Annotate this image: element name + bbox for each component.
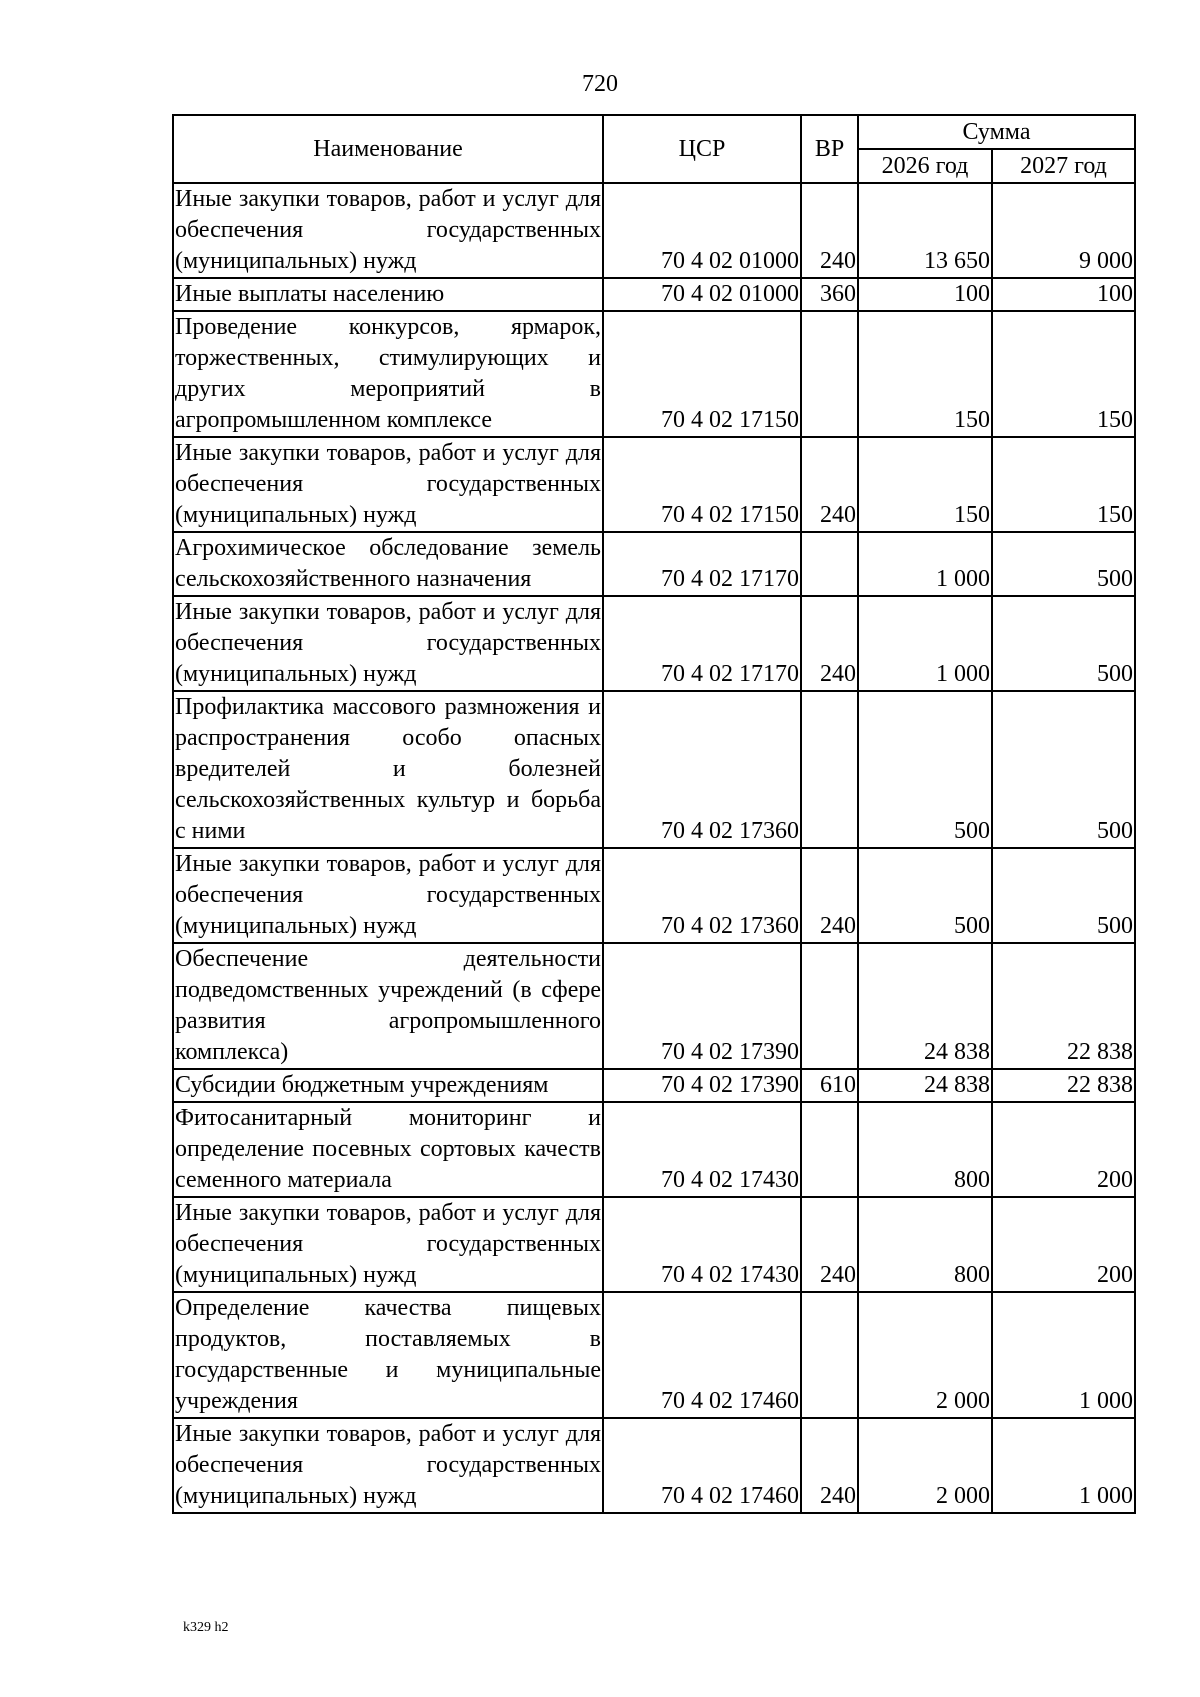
row-sum-2026: 500 <box>858 848 992 943</box>
header-vr: ВР <box>801 115 858 183</box>
table-row <box>173 596 1135 691</box>
header-year-2026: 2026 год <box>858 149 992 183</box>
row-sum-2026: 2 000 <box>858 1292 992 1418</box>
row-vr: 240 <box>801 1418 858 1513</box>
row-name: Иные закупки товаров, работ и услуг для обеспечения государственных (муниципальных) нужд <box>173 596 603 691</box>
row-vr: 240 <box>801 437 858 532</box>
row-name: Агрохимическое обследование земель сельскохозяйственного назначения <box>173 532 603 596</box>
row-vr: 240 <box>801 1197 858 1292</box>
row-vr <box>801 691 858 848</box>
row-csr: 70 4 02 17460 <box>603 1418 801 1513</box>
table-row <box>173 848 1135 943</box>
table-row <box>173 278 1135 311</box>
row-sum-2027: 22 838 <box>992 943 1135 1069</box>
row-csr: 70 4 02 17390 <box>603 1069 801 1102</box>
row-csr: 70 4 02 17150 <box>603 311 801 437</box>
table-row <box>173 311 1135 437</box>
table-row <box>173 183 1135 278</box>
row-sum-2027: 200 <box>992 1197 1135 1292</box>
page-number: 720 <box>582 71 618 97</box>
row-name: Определение качества пищевых продуктов, поставляемых в государственные и муниципальные учреждения <box>173 1292 603 1418</box>
header-sum: Сумма <box>858 115 1135 149</box>
row-sum-2027: 100 <box>992 278 1135 311</box>
row-sum-2026: 1 000 <box>858 596 992 691</box>
row-name: Иные закупки товаров, работ и услуг для обеспечения государственных (муниципальных) нужд <box>173 1197 603 1292</box>
row-vr <box>801 943 858 1069</box>
row-sum-2026: 500 <box>858 691 992 848</box>
row-csr: 70 4 02 17390 <box>603 943 801 1069</box>
row-sum-2027: 500 <box>992 532 1135 596</box>
header-csr: ЦСР <box>603 115 801 183</box>
row-vr: 360 <box>801 278 858 311</box>
table-row <box>173 1102 1135 1197</box>
row-vr <box>801 1102 858 1197</box>
table-row <box>173 943 1135 1069</box>
row-sum-2026: 150 <box>858 437 992 532</box>
row-name: Обеспечение деятельности подведомственных учреждений (в сфере развития агропромышленного комплекса) <box>173 943 603 1069</box>
row-name: Иные закупки товаров, работ и услуг для обеспечения государственных (муниципальных) нужд <box>173 183 603 278</box>
row-name: Проведение конкурсов, ярмарок, торжественных, стимулирующих и других мероприятий в агропромышленном комплексе <box>173 311 603 437</box>
row-vr: 240 <box>801 183 858 278</box>
footer-code: k329 h2 <box>183 1620 229 1635</box>
row-csr: 70 4 02 17150 <box>603 437 801 532</box>
row-csr: 70 4 02 17360 <box>603 848 801 943</box>
row-csr: 70 4 02 01000 <box>603 183 801 278</box>
budget-table <box>172 114 1136 1514</box>
row-sum-2027: 1 000 <box>992 1418 1135 1513</box>
header-year-2027: 2027 год <box>992 149 1135 183</box>
row-name: Профилактика массового размножения и распространения особо опасных вредителей и болезней сельскохозяйственных культур и борьба с ними <box>173 691 603 848</box>
row-csr: 70 4 02 17170 <box>603 596 801 691</box>
table-row <box>173 532 1135 596</box>
row-name: Иные закупки товаров, работ и услуг для обеспечения государственных (муниципальных) нужд <box>173 1418 603 1513</box>
row-sum-2027: 22 838 <box>992 1069 1135 1102</box>
row-csr: 70 4 02 17460 <box>603 1292 801 1418</box>
row-vr: 240 <box>801 596 858 691</box>
row-sum-2026: 150 <box>858 311 992 437</box>
row-sum-2027: 500 <box>992 691 1135 848</box>
row-vr <box>801 1292 858 1418</box>
row-sum-2026: 100 <box>858 278 992 311</box>
table-row <box>173 437 1135 532</box>
table-row <box>173 1292 1135 1418</box>
row-csr: 70 4 02 17430 <box>603 1197 801 1292</box>
row-sum-2027: 150 <box>992 311 1135 437</box>
row-sum-2026: 800 <box>858 1102 992 1197</box>
row-sum-2026: 1 000 <box>858 532 992 596</box>
row-vr: 240 <box>801 848 858 943</box>
table-row <box>173 1069 1135 1102</box>
header-name: Наименование <box>173 115 603 183</box>
row-sum-2026: 2 000 <box>858 1418 992 1513</box>
table-row <box>173 1197 1135 1292</box>
row-name: Фитосанитарный мониторинг и определение посевных сортовых качеств семенного материала <box>173 1102 603 1197</box>
row-sum-2027: 1 000 <box>992 1292 1135 1418</box>
row-sum-2026: 13 650 <box>858 183 992 278</box>
row-sum-2027: 150 <box>992 437 1135 532</box>
row-name: Иные закупки товаров, работ и услуг для обеспечения государственных (муниципальных) нужд <box>173 437 603 532</box>
row-vr <box>801 532 858 596</box>
row-sum-2027: 500 <box>992 848 1135 943</box>
row-name: Иные выплаты населению <box>173 278 603 311</box>
row-csr: 70 4 02 01000 <box>603 278 801 311</box>
row-name: Субсидии бюджетным учреждениям <box>173 1069 603 1102</box>
table-row <box>173 691 1135 848</box>
row-sum-2026: 24 838 <box>858 943 992 1069</box>
row-sum-2027: 9 000 <box>992 183 1135 278</box>
row-vr: 610 <box>801 1069 858 1102</box>
row-sum-2027: 200 <box>992 1102 1135 1197</box>
row-sum-2026: 800 <box>858 1197 992 1292</box>
table-row <box>173 1418 1135 1513</box>
row-csr: 70 4 02 17360 <box>603 691 801 848</box>
row-csr: 70 4 02 17430 <box>603 1102 801 1197</box>
row-vr <box>801 311 858 437</box>
row-csr: 70 4 02 17170 <box>603 532 801 596</box>
row-sum-2026: 24 838 <box>858 1069 992 1102</box>
table-header <box>173 115 1135 183</box>
row-sum-2027: 500 <box>992 596 1135 691</box>
row-name: Иные закупки товаров, работ и услуг для обеспечения государственных (муниципальных) нужд <box>173 848 603 943</box>
